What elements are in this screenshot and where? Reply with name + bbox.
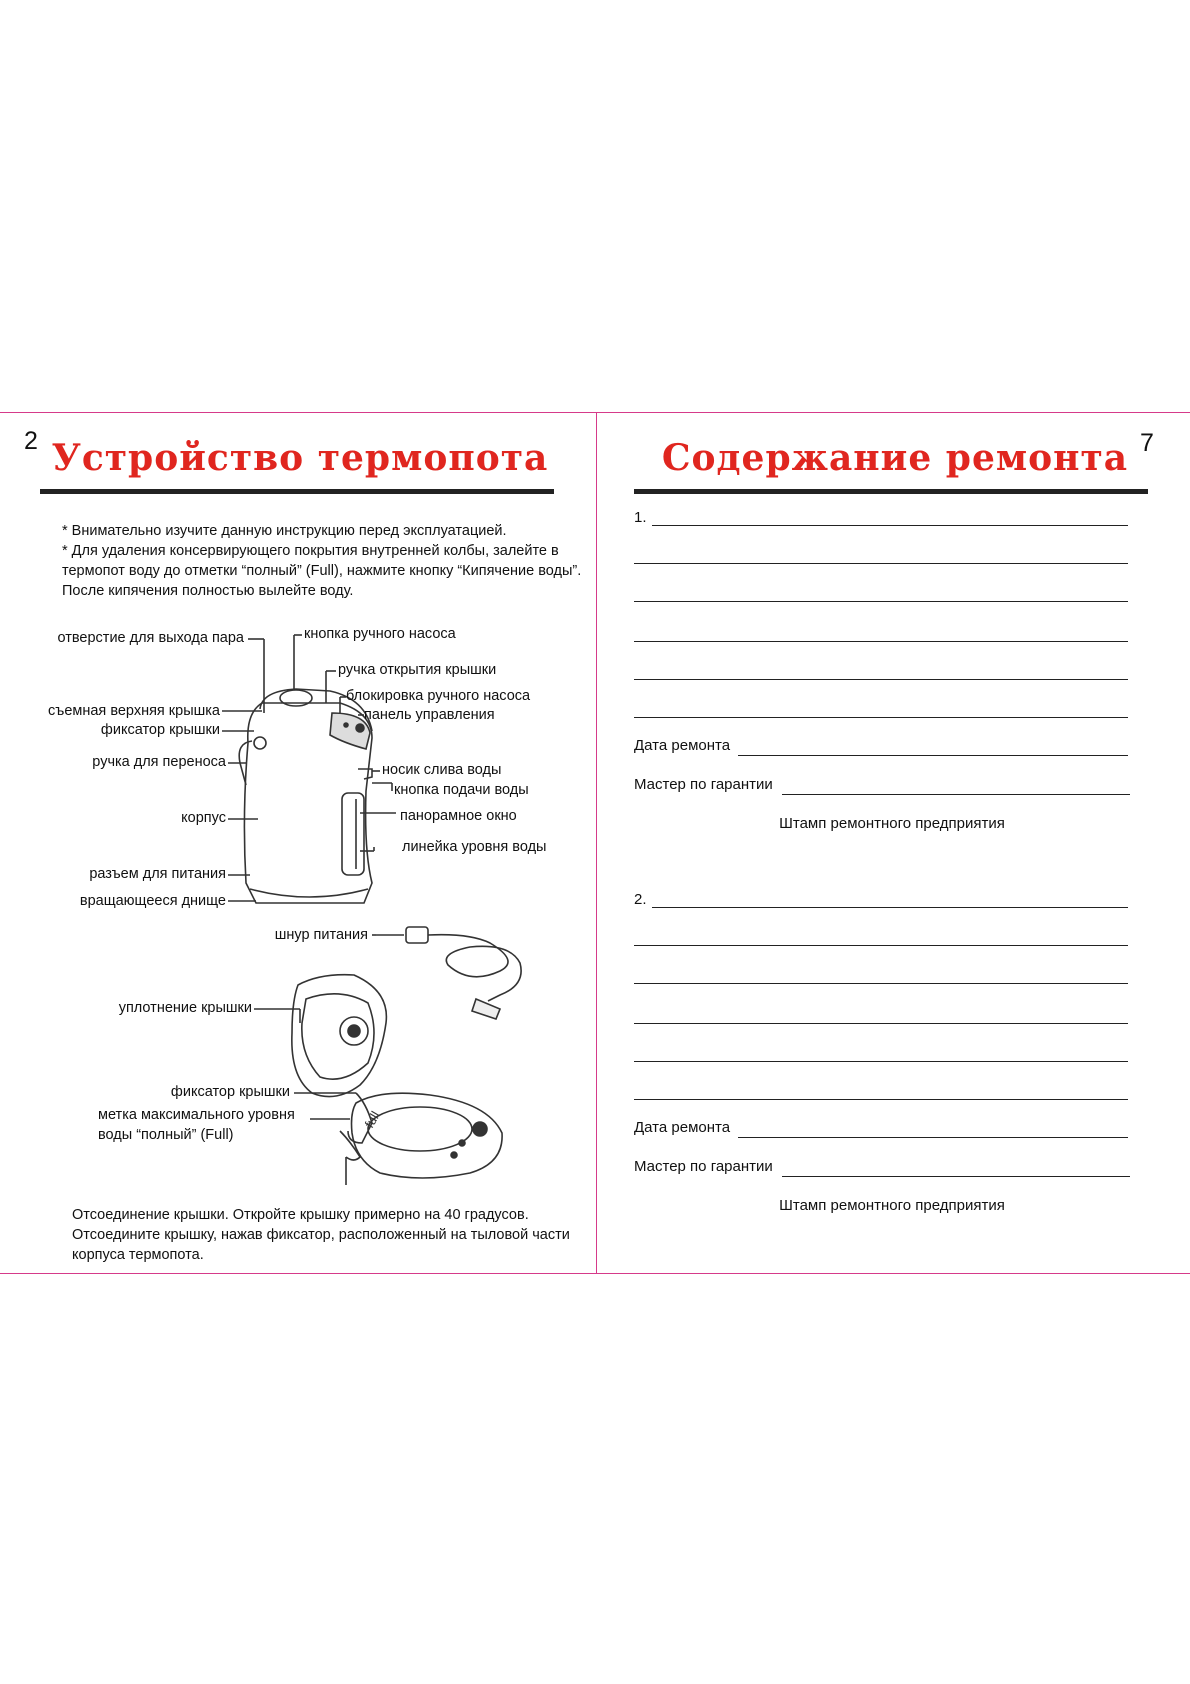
- right-page-title: Содержание ремонта: [661, 437, 1129, 479]
- label-max-level-mark-2: воды “полный” (Full): [98, 1127, 234, 1143]
- left-page-title: Устройство термопота: [51, 437, 549, 479]
- intro-line-1: * Внимательно изучите данную инструкцию перед эксплуатацией.: [62, 523, 507, 539]
- record-2-date-label: Дата ремонта: [634, 1119, 731, 1136]
- booklet-spread: [0, 412, 1190, 1274]
- record-1-stamp-label: Штамп ремонтного предприятия: [779, 815, 1005, 832]
- record-1-line-1[interactable]: [652, 525, 1128, 526]
- label-spout: носик слива воды: [382, 762, 502, 778]
- record-1-line-5[interactable]: [634, 679, 1128, 680]
- record-2-master-line[interactable]: [782, 1176, 1130, 1177]
- label-body: корпус: [181, 810, 226, 826]
- lid-detach-caption: [72, 1205, 572, 1265]
- record-2-line-1[interactable]: [652, 907, 1128, 908]
- record-2-line-5[interactable]: [634, 1061, 1128, 1062]
- label-power-cord: шнур питания: [274, 927, 368, 943]
- label-rotating-base: вращающееся днище: [79, 893, 226, 909]
- label-manual-pump-button: кнопка ручного насоса: [304, 626, 456, 642]
- label-steam-outlet: отверстие для выхода пара: [57, 630, 244, 646]
- label-carry-handle: ручка для переноса: [92, 754, 226, 770]
- record-1-line-6[interactable]: [634, 717, 1128, 718]
- record-2-stamp-label: Штамп ремонтного предприятия: [779, 1197, 1005, 1214]
- label-panoramic-window: панорамное окно: [400, 808, 517, 824]
- intro-line-2: * Для удаления консервирующего покрытия внутренней колбы, залейте в термопот воду до отметки “полный” (Full), нажмите кнопку “Кипячение воды”. После кипячения полностью вылейте воду.: [62, 543, 582, 599]
- record-1-line-2[interactable]: [634, 563, 1128, 564]
- page-divider: [596, 413, 597, 1273]
- record-2-date-line[interactable]: [738, 1137, 1128, 1138]
- label-control-panel: панель управления: [364, 707, 495, 723]
- panoramic-window-shape: [342, 793, 364, 875]
- record-2-master-label: Мастер по гарантии: [634, 1158, 773, 1175]
- right-page-number: 7: [1140, 429, 1154, 457]
- record-1-line-3[interactable]: [634, 601, 1128, 602]
- label-water-dispense-button: кнопка подачи воды: [394, 782, 529, 798]
- label-lid-seal: уплотнение крышки: [118, 1000, 252, 1016]
- label-pump-lock: блокировка ручного насоса: [346, 688, 531, 704]
- record-2-line-6[interactable]: [634, 1099, 1128, 1100]
- record-1-date-line[interactable]: [738, 755, 1128, 756]
- record-1-master-line[interactable]: [782, 794, 1130, 795]
- record-2-line-3[interactable]: [634, 983, 1128, 984]
- left-page-number: 2: [24, 427, 38, 455]
- record-1-line-4[interactable]: [634, 641, 1128, 642]
- full-mark-text: full: [361, 1108, 383, 1131]
- label-lid-lock: фиксатор крышки: [100, 722, 220, 738]
- record-1-date-label: Дата ремонта: [634, 737, 731, 754]
- record-2-number: 2.: [634, 891, 647, 908]
- record-1-number: 1.: [634, 509, 647, 526]
- label-power-socket: разъем для питания: [89, 866, 226, 882]
- record-2-line-2[interactable]: [634, 945, 1128, 946]
- right-title-rule: [634, 489, 1148, 494]
- label-lid-lock-2: фиксатор крышки: [170, 1084, 290, 1100]
- label-removable-lid: съемная верхняя крышка: [48, 703, 220, 719]
- label-water-level-gauge: линейка уровня воды: [402, 839, 547, 855]
- caption-text: Отсоединение крышки. Откройте крышку примерно на 40 градусов. Отсоедините крышку, нажав фиксатор, расположенный на тыловой части корпуса термопота.: [72, 1207, 570, 1263]
- record-1-master-label: Мастер по гарантии: [634, 776, 773, 793]
- record-2-line-4[interactable]: [634, 1023, 1128, 1024]
- label-lid-open-handle: ручка открытия крышки: [338, 662, 497, 678]
- label-max-level-mark-1: метка максимального уровня: [98, 1107, 295, 1123]
